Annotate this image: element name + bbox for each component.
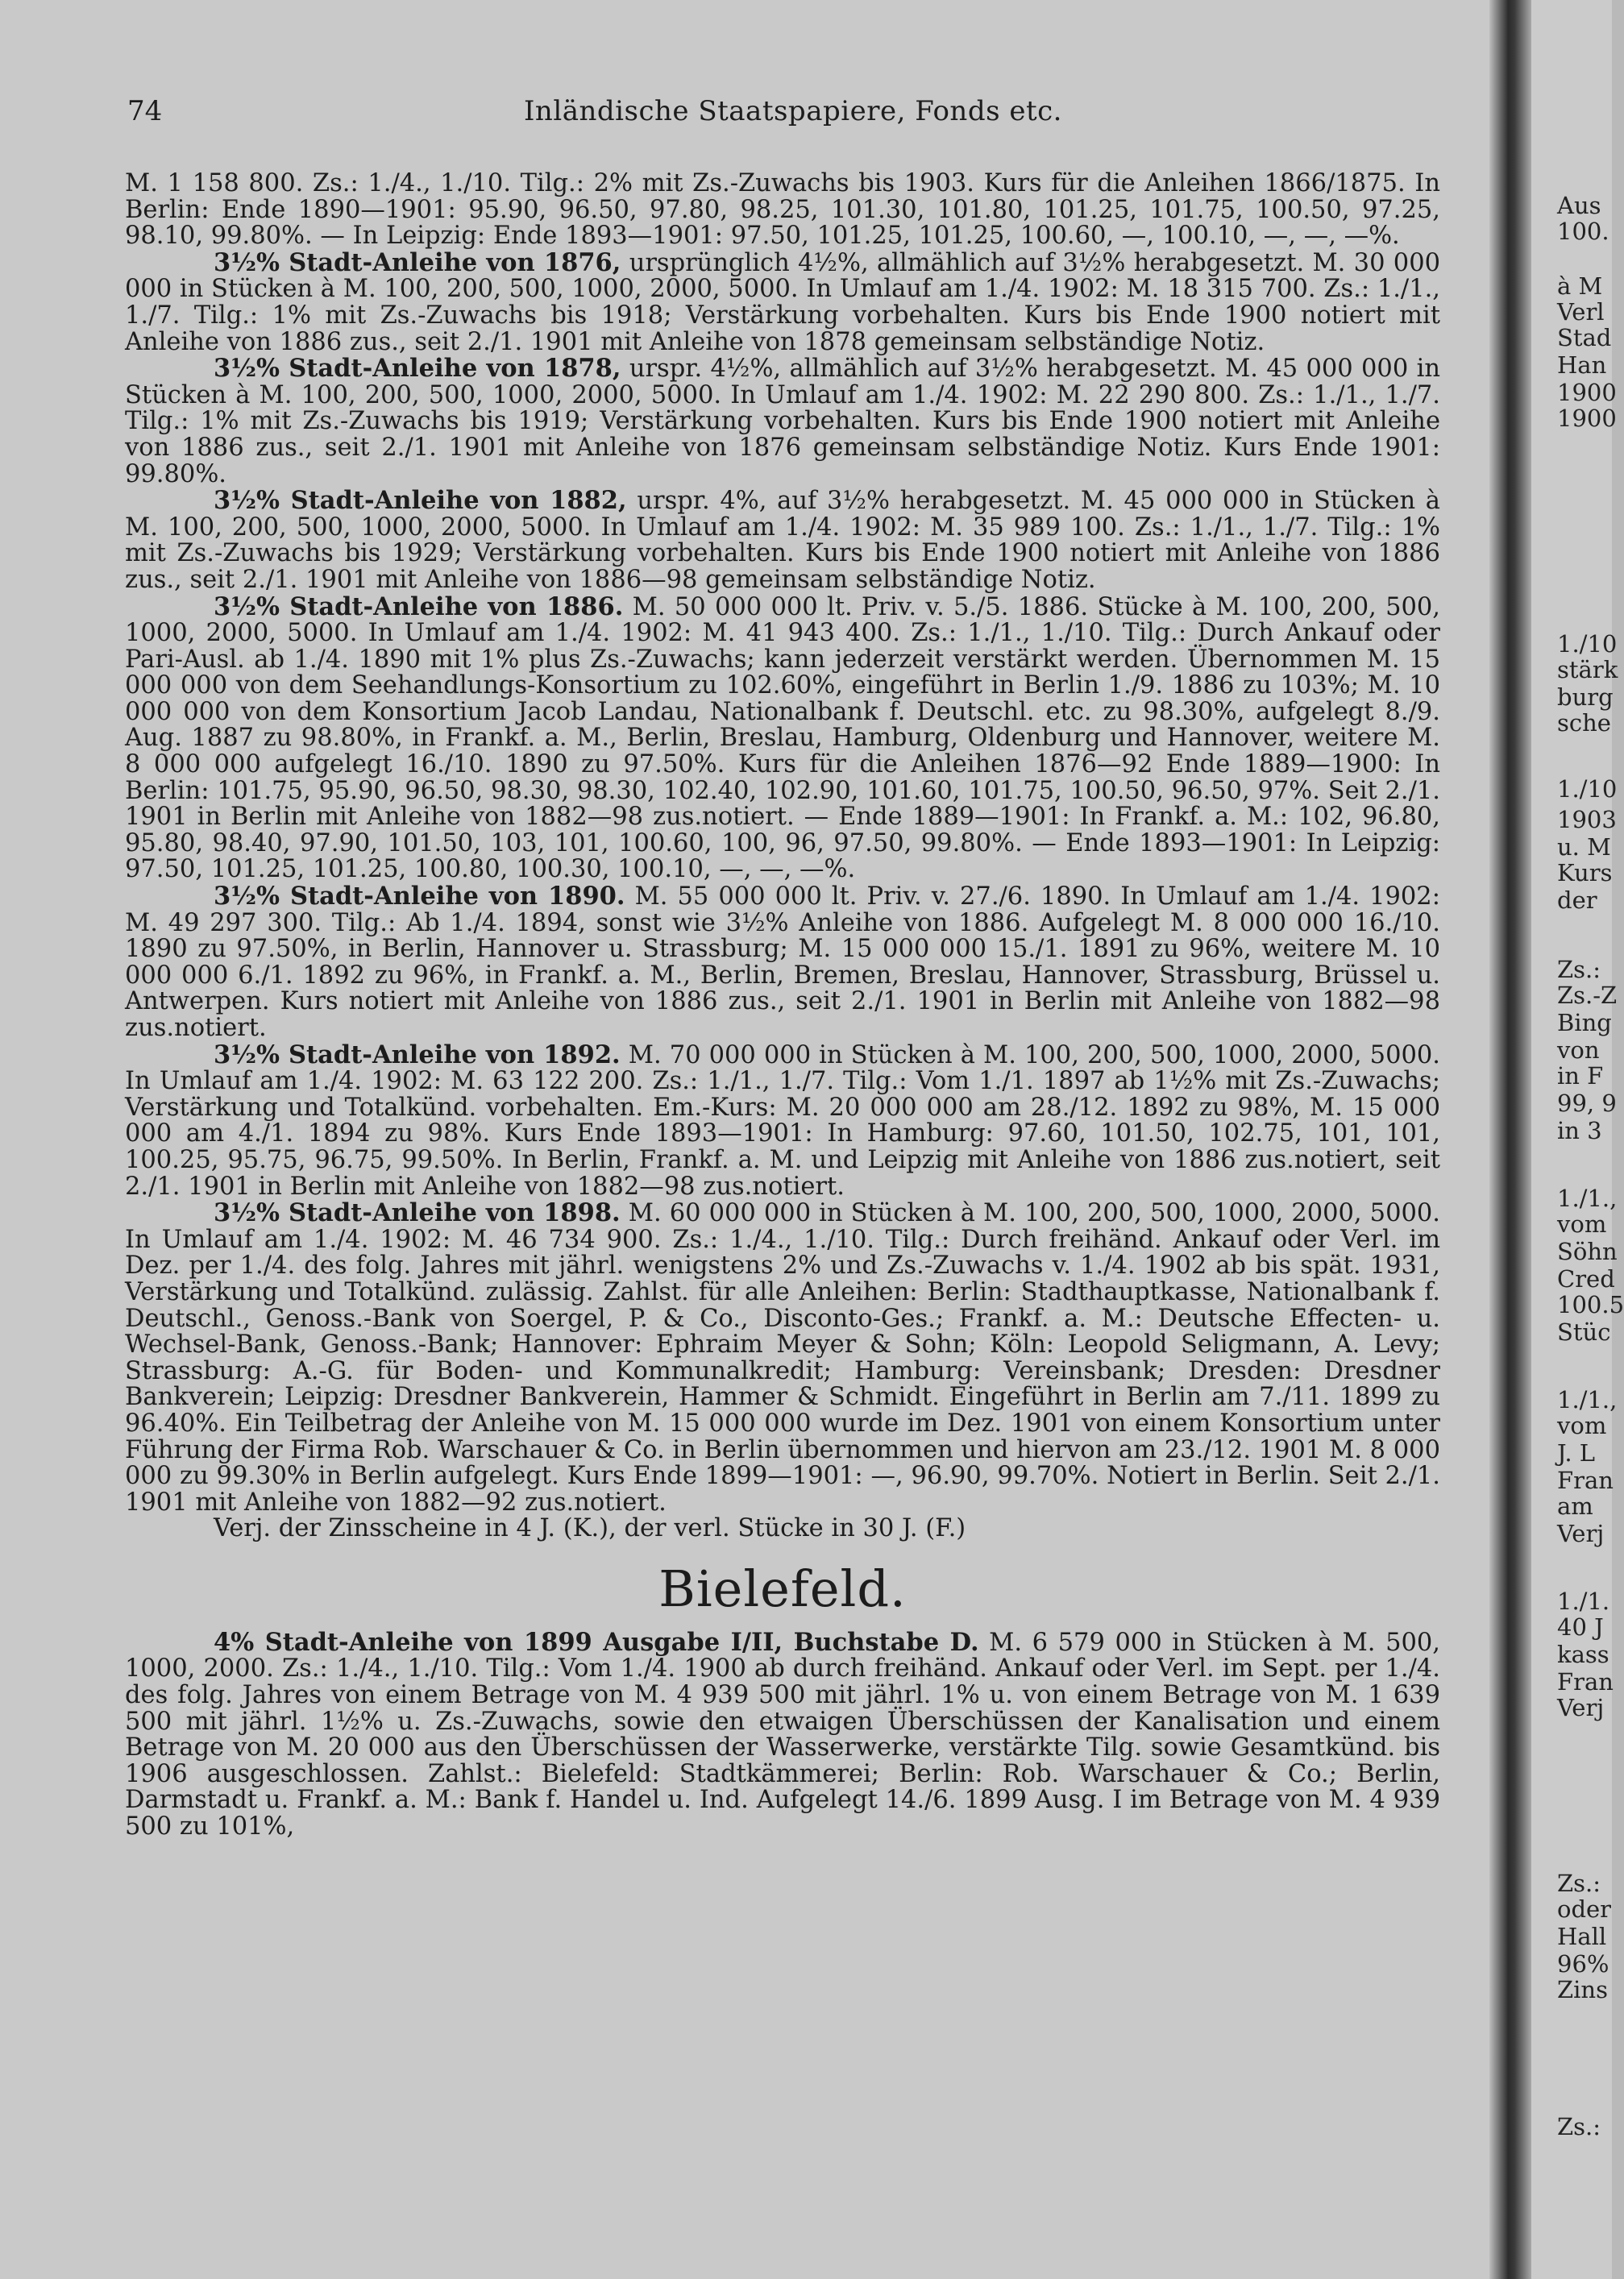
adjacent-page-fragment: oder xyxy=(1557,1895,1612,1923)
adjacent-page-fragment: in F xyxy=(1557,1062,1604,1090)
adjacent-page-fragment: à M xyxy=(1557,272,1603,300)
paragraph-text: M. 1 158 800. Zs.: 1./4., 1./10. Tilg.: 2% mit Zs.-Zuwachs bis 1903. Kurs für die Anleihen 1866/1875. In Berlin: Ende 1890—1901: 95.90, 96.50, 97.80, 98.25, 101.30, 101.80, 101.25, 101.75, 100.50, 97.25, 98.10, 99.80%. — In Leipzig: Ende 1893—1901: 97.50, 101.25, 101.25, 100.60, —, 100.10, —, —, —%. xyxy=(125,169,1440,251)
verjaehrung-note: Verj. der Zinsscheine in 4 J. (K.), der verl. Stücke in 30 J. (F.) xyxy=(214,1514,966,1543)
adjacent-page-fragment: 1903 xyxy=(1557,806,1617,833)
adjacent-page-fragment: der xyxy=(1557,886,1597,914)
running-title: Inländische Staatspapiere, Fonds etc. xyxy=(524,95,1062,127)
adjacent-page-fragment: Fran xyxy=(1557,1668,1614,1696)
adjacent-page-fragment: Zs.: xyxy=(1557,2113,1601,2140)
paragraph-continuation xyxy=(125,171,1440,250)
adjacent-page-fragment: u. M xyxy=(1557,833,1611,861)
paragraph-heading: 3½% Stadt-Anleihe von 1876, xyxy=(214,247,621,277)
adjacent-page-fragment: 1900 xyxy=(1557,405,1617,432)
adjacent-page-fragment: Verl xyxy=(1557,298,1605,326)
adjacent-page-fragment: burg xyxy=(1557,683,1614,711)
paragraph-heading: 3½% Stadt-Anleihe von 1886. xyxy=(214,592,624,621)
adjacent-page-fragment: 100. xyxy=(1557,218,1609,245)
adjacent-page-fragment: Verj xyxy=(1557,1520,1605,1547)
adjacent-page-fragment: Zs.: xyxy=(1557,956,1601,983)
paragraph-anleihe-1882 xyxy=(125,488,1440,593)
paragraph-anleihe-1898 xyxy=(125,1200,1440,1516)
paragraph-text: M. 50 000 000 lt. Priv. v. 5./5. 1886. Stücke à M. 100, 200, 500, 1000, 2000, 5000. In Umlauf am 1./4. 1902: M. 41 943 400. Zs.: 1./1., 1./10. Tilg.: Durch Ankauf oder Pari-Ausl. ab 1./4. 1890 mit 1% plus Zs.-Zuwachs; kann jederzeit verstärkt werden. Übernommen M. 15 000 000 von dem Seehandlungs-Konsortium zu 102.60%, eingeführt in Berlin 1./9. 1886 zu 103%; M. 10 000 000 von dem Konsortium Jacob Landau, Nationalbank f. Deutschl. etc. zu 98.30%, aufgelegt 8./9. Aug. 1887 zu 98.80%, in Frankf. a. M., Berlin, Breslau, Hamburg, Oldenburg und Hannover, weitere M. 8 000 000 aufgelegt 16./10. 1890 zu 97.50%. Kurs für die Anleihen 1876—92 Ende 1889—1900: In Berlin: 101.75, 95.90, 96.50, 98.30, 98.30, 102.40, 102.90, 101.60, 101.75, 100.50, 96.50, 97%. Seit 2./1. 1901 in Berlin mit Anleihe von 1882—98 zus.notiert. — Ende 1889—1901: In Frankf. a. M.: 102, 96.80, 95.80, 98.40, 97.90, 101.50, 103, 101, 100.60, 100, 96, 97.50, 99.80%. — Ende 1893—1901: In Leipzig: 97.50, 101.25, 101.25, 100.80, 100.30, 100.10, —, —, —%. xyxy=(125,592,1440,884)
paragraph-anleihe-1892 xyxy=(125,1042,1440,1201)
section-heading-bielefeld: Bielefeld. xyxy=(658,1559,907,1618)
adjacent-page-fragment: Zs.: xyxy=(1557,1870,1601,1897)
paragraph-anleihe-1876 xyxy=(125,247,1440,356)
paragraph-text: M. 70 000 000 in Stücken à M. 100, 200, 500, 1000, 2000, 5000. In Umlauf am 1./4. 1902: M. 63 122 200. Zs.: 1./1., 1./7. Tilg.: Vom 1./1. 1897 ab 1½% mit Zs.-Zuwachs; Verstärkung und Totalkünd. vorbehalten. Em.-Kurs: M. 20 000 000 am 28./12. 1892 zu 98%, M. 15 000 000 am 4./1. 1894 zu 98%. Kurs Ende 1893—1901: In Hamburg: 97.60, 101.50, 102.75, 101, 101, 100.25, 95.75, 96.75, 99.50%. In Berlin, Frankf. a. M. und Leipzig mit Anleihe von 1886 zus.notiert, seit 2./1. 1901 in Berlin mit Anleihe von 1882—98 zus.notiert. xyxy=(125,1040,1440,1201)
paragraph-heading: 3½% Stadt-Anleihe von 1890. xyxy=(214,882,625,911)
adjacent-page-fragment: 96% xyxy=(1557,1950,1609,1978)
paragraph-heading: 3½% Stadt-Anleihe von 1892. xyxy=(214,1040,621,1069)
adjacent-page-fragment: 1./1., xyxy=(1557,1185,1618,1212)
adjacent-page-fragment: 1900 xyxy=(1557,379,1617,406)
paragraph-anleihe-1886 xyxy=(125,594,1440,884)
adjacent-page-fragment: Zins xyxy=(1557,1976,1608,2003)
adjacent-page-fragment: Fran xyxy=(1557,1467,1614,1494)
page-body xyxy=(125,171,1440,1841)
adjacent-page-fragment: 99, 9 xyxy=(1557,1090,1617,1117)
paragraph-text: ursprünglich 4½%, allmählich auf 3½% herabgesetzt. M. 30 000 000 in Stücken à M. 100, 200, 500, 1000, 2000, 5000. In Umlauf am 1./4. 1902: M. 18 315 700. Zs.: 1./1., 1./7. Tilg.: 1% mit Zs.-Zuwachs bis 1918; Verstärkung vorbehalten. Kurs bis Ende 1900 notiert mit Anleihe von 1886 zus., seit 2./1. 1901 mit Anleihe von 1878 gemeinsam selbständige Notiz. xyxy=(125,248,1440,356)
adjacent-page-fragment: Hall xyxy=(1557,1923,1607,1950)
adjacent-page-fragment: Zs.-Z xyxy=(1557,982,1618,1009)
adjacent-page-fragment: Cred xyxy=(1557,1265,1615,1293)
paragraph-heading: 4% Stadt-Anleihe von 1899 Ausgabe I/II, Buchstabe D. xyxy=(214,1627,979,1657)
adjacent-page-fragment: 100.5 xyxy=(1557,1291,1624,1318)
adjacent-page-fragment: Stüc xyxy=(1557,1318,1611,1346)
adjacent-page-fragment: Han xyxy=(1557,351,1607,379)
adjacent-page-fragment: Kurs xyxy=(1557,859,1613,886)
adjacent-page-fragment: von xyxy=(1557,1036,1600,1064)
paragraph-anleihe-1890 xyxy=(125,883,1440,1042)
adjacent-page-fragment: 1./1., xyxy=(1557,1386,1618,1413)
adjacent-page-fragment: 40 J xyxy=(1557,1613,1604,1641)
adjacent-page-fragment: 1./10 xyxy=(1557,775,1618,803)
paragraph-heading: 3½% Stadt-Anleihe von 1878, xyxy=(214,354,621,384)
adjacent-page-fragment: am xyxy=(1557,1492,1593,1520)
adjacent-page-fragment: vom xyxy=(1557,1210,1607,1238)
adjacent-page-fragment: 1./10 xyxy=(1557,630,1618,658)
adjacent-page-fragment: vom xyxy=(1557,1412,1607,1439)
paragraph-text: M. 6 579 000 in Stücken à M. 500, 1000, 2000. Zs.: 1./4., 1./10. Tilg.: Vom 1./4. 1900 ab durch freihänd. Ankauf oder Verl. im Sept. per 1./4. des folg. Jahres von einem Betrage von M. 4 939 500 mit jährl. 1% u. von einem Betrage von M. 1 639 500 mit jährl. 1½% u. Zs.-Zuwachs, sowie den etwaigen Überschüssen der Kanalisation und einem Betrage von M. 20 000 aus den Überschüssen der Wasserwerke, verstärkte Tilg. sowie Gesamtkünd. bis 1906 ausgeschlossen. Zahlst.: Bielefeld: Stadtkämmerei; Berlin: Rob. Warschauer & Co.; Berlin, Darmstadt u. Frankf. a. M.: Bank f. Handel u. Ind. Aufgelegt 14./6. 1899 Ausg. I im Betrage von M. 4 939 500 zu 101%, xyxy=(125,1628,1440,1841)
adjacent-page-fragment: in 3 xyxy=(1557,1117,1602,1144)
paragraph-heading: 3½% Stadt-Anleihe von 1882, xyxy=(214,486,627,516)
paragraph-heading: 3½% Stadt-Anleihe von 1898. xyxy=(214,1198,621,1228)
adjacent-page-fragment: stärk xyxy=(1557,656,1618,683)
paragraph-anleihe-1878 xyxy=(125,355,1440,488)
adjacent-page-fragment: 1./1. xyxy=(1557,1588,1610,1615)
paragraph-text: urspr. 4%, auf 3½% herabgesetzt. M. 45 000 000 in Stücken à M. 100, 200, 500, 1000, 2000, 5000. In Umlauf am 1./4. 1902: M. 35 989 100. Zs.: 1./1., 1./7. Tilg.: 1% mit Zs.-Zuwachs bis 1929; Verstärkung vorbehalten. Kurs bis Ende 1900 notiert mit Anleihe von 1886 zus., seit 2./1. 1901 mit Anleihe von 1886—98 gemeinsam selbständige Notiz. xyxy=(125,487,1440,594)
adjacent-page-fragment: Bing xyxy=(1557,1009,1612,1036)
page-number: 74 xyxy=(127,95,163,127)
adjacent-page-fragment: Söhn xyxy=(1557,1238,1618,1265)
paragraph-text: urspr. 4½%, allmählich auf 3½% herabgesetzt. M. 45 000 000 in Stücken à M. 100, 200, 500, 1000, 2000, 5000. In Umlauf am 1./4. 1902: M. 22 290 800. Zs.: 1./1., 1./7. Tilg.: 1% mit Zs.-Zuwachs bis 1919; Verstärkung vorbehalten. Kurs bis Ende 1900 notiert mit Anleihe von 1886 zus., seit 2./1. 1901 mit Anleihe von 1876 gemeinsam selbständige Notiz. Kurs Ende 1901: 99.80%. xyxy=(125,355,1440,488)
adjacent-page-fragment: sche xyxy=(1557,709,1611,737)
adjacent-page-fragment: Verj xyxy=(1557,1694,1605,1721)
adjacent-page-fragment: kass xyxy=(1557,1641,1609,1668)
book-gutter-shadow xyxy=(1489,0,1531,2279)
paragraph-bielefeld-1899 xyxy=(125,1629,1440,1841)
adjacent-page-fragment: Stad xyxy=(1557,324,1612,351)
paragraph-text: M. 60 000 000 in Stücken à M. 100, 200, 500, 1000, 2000, 5000. In Umlauf am 1./4. 1902: M. 46 734 900. Zs.: 1./4., 1./10. Tilg.: Durch freihänd. Ankauf oder Verl. im Dez. per 1./4. des folg. Jahres mit jährl. wenigstens 2% und Zs.-Zuwachs v. 1./4. 1902 ab bis spät. 1931, Verstärkung und Totalkünd. zulässig. Zahlst. für alle Anleihen: Berlin: Stadthauptkasse, Nationalbank f. Deutschl., Genoss.-Bank von Soergel, P. & Co., Disconto-Ges.; Frankf. a. M.: Deutsche Effecten- u. Wechsel-Bank, Genoss.-Bank; Hannover: Ephraim Meyer & Sohn; Köln: Leopold Seligmann, A. Levy; Strassburg: A.-G. für Boden- und Kommunalkredit; Hamburg: Vereinsbank; Dresden: Dresdner Bankverein; Leipzig: Dresdner Bankverein, Hammer & Schmidt. Eingeführt in Berlin am 7./11. 1899 zu 96.40%. Ein Teilbetrag der Anleihe von M. 15 000 000 wurde im Dez. 1901 von einem Konsortium unter Führung der Firma Rob. Warschauer & Co. in Berlin übernommen und hiervon am 23./12. 1901 M. 8 000 000 zu 99.30% in Berlin aufgelegt. Kurs Ende 1899—1901: —, 96.90, 99.70%. Notiert in Berlin. Seit 2./1. 1901 mit Anleihe von 1882—92 zus.notiert. xyxy=(125,1199,1440,1517)
adjacent-page-fragment: Aus xyxy=(1557,192,1601,219)
paragraph-text: M. 55 000 000 lt. Priv. v. 27./6. 1890. In Umlauf am 1./4. 1902: M. 49 297 300. Tilg.: Ab 1./4. 1894, sonst wie 3½% Anleihe von 1886. Aufgelegt M. 8 000 000 16./10. 1890 zu 97.50%, in Berlin, Hannover u. Strassburg; M. 15 000 000 15./1. 1891 zu 96%, weitere M. 10 000 000 6./1. 1892 zu 96%, in Frankf. a. M., Berlin, Bremen, Breslau, Hannover, Strassburg, Brüssel u. Antwerpen. Kurs notiert mit Anleihe von 1886 zus., seit 2./1. 1901 in Berlin mit Anleihe von 1882—98 zus.notiert. xyxy=(125,882,1440,1042)
adjacent-page-fragment: J. L xyxy=(1557,1439,1596,1467)
